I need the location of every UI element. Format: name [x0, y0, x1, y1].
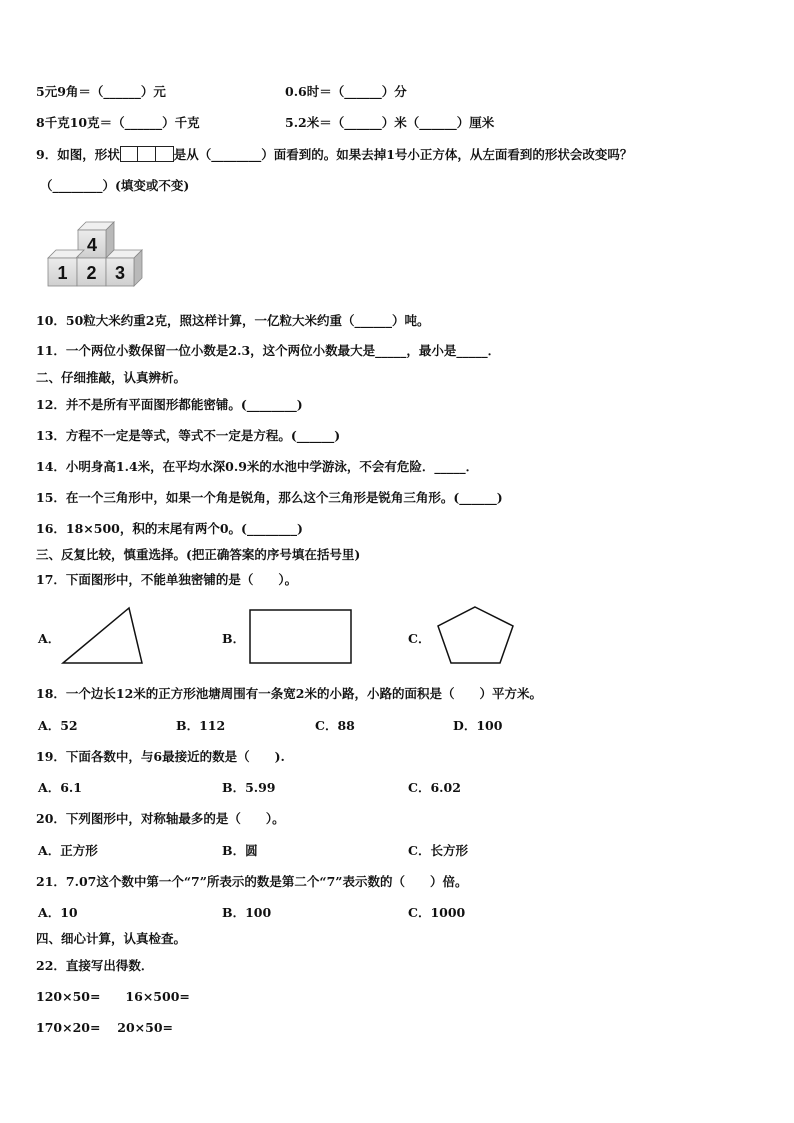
- q8-item-kilograms: 8千克10克＝（______）千克: [36, 115, 200, 130]
- q13: 13．方程不一定是等式，等式不一定是方程。(______): [36, 428, 341, 443]
- cube-3-label: 3: [114, 263, 126, 283]
- q19-option-b: B．5.99: [222, 780, 276, 795]
- pentagon-shape: [434, 604, 518, 666]
- q17-stem: 17．下面图形中，不能单独密铺的是（ ）。: [36, 572, 298, 587]
- q15: 15．在一个三角形中，如果一个角是锐角，那么这个三角形是锐角三角形。(______): [36, 490, 503, 505]
- q19-option-a: A．6.1: [38, 780, 82, 795]
- q11: 11．一个两位小数保留一位小数是2.3，这个两位小数最大是_____，最小是_____．: [36, 343, 501, 358]
- q10: 10．50粒大米约重2克，照这样计算，一亿粒大米约重（______）吨。: [36, 313, 430, 328]
- q21-option-c: C．1000: [408, 905, 466, 920]
- q18-option-c: C．88: [315, 718, 355, 733]
- q22-stem: 22．直接写出得数．: [36, 958, 154, 973]
- q18-stem: 18．一个边长12米的正方形池塘周围有一条宽2米的小路，小路的面积是（ ）平方米。: [36, 686, 542, 701]
- q18-option-b: B．112: [176, 718, 226, 733]
- cube-3: [106, 258, 134, 286]
- q17-option-a: A．: [38, 631, 61, 646]
- cube-4: [78, 222, 114, 258]
- triangle-shape: [60, 604, 144, 666]
- q17-option-b: B．: [222, 631, 246, 646]
- section-4-heading: 四、细心计算，认真检查。: [36, 931, 187, 946]
- q18-option-d: D．100: [453, 718, 503, 733]
- cube-2: [77, 258, 106, 286]
- rectangle-shape: [248, 608, 354, 666]
- q19-option-c: C．6.02: [408, 780, 461, 795]
- cube-1: [48, 258, 77, 286]
- q9-line2: （________）(填变或不变): [40, 178, 190, 193]
- q8-item-meters: 5.2米＝（______）米（______）厘米: [285, 115, 495, 130]
- q22-row-2: 170×20= 20×50=: [36, 1020, 174, 1035]
- cube-1-label: 1: [57, 263, 68, 283]
- cube-figure: [44, 218, 148, 290]
- q12: 12．并不是所有平面图形都能密铺。(________): [36, 397, 303, 412]
- q20-option-c: C．长方形: [408, 843, 468, 858]
- q19-stem: 19．下面各数中，与6最接近的数是（ ).: [36, 749, 285, 764]
- section-3-heading: 三、反复比较，慎重选择。(把正确答案的序号填在括号里): [36, 547, 361, 562]
- q9-line1-post: 是从（________）面看到的。如果去掉1号小正方体，从左面看到的形状会改变吗？: [173, 147, 633, 162]
- q8-item-yuan: 5元9角＝（______）元: [36, 84, 166, 99]
- q21-option-a: A．10: [38, 905, 78, 920]
- q16: 16．18×500，积的末尾有两个0。(________): [36, 521, 303, 536]
- q20-stem: 20．下列图形中，对称轴最多的是（ ）。: [36, 811, 285, 826]
- q21-option-b: B．100: [222, 905, 272, 920]
- q21-stem: 21．7.07这个数中第一个“7”所表示的数是第二个“7”表示数的（ ）倍。: [36, 874, 468, 889]
- cube-2-label: 2: [86, 263, 97, 283]
- q17-option-c: C．: [408, 631, 431, 646]
- q20-option-a: A．正方形: [38, 843, 98, 858]
- q14: 14．小明身高1.4米，在平均水深0.9米的水池中学游泳，不会有危险．_____．: [36, 459, 479, 474]
- q22-row-1: 120×50= 16×500=: [36, 989, 190, 1004]
- q8-item-minutes: 0.6时＝（______）分: [285, 84, 407, 99]
- cube-4-label: 4: [86, 235, 98, 255]
- section-2-heading: 二、仔细推敲，认真辨析。: [36, 370, 187, 385]
- three-squares-shape: [120, 146, 174, 162]
- q9-line1-pre: 9．如图，形状: [36, 147, 120, 162]
- q18-option-a: A．52: [38, 718, 78, 733]
- q20-option-b: B．圆: [222, 843, 258, 858]
- q9-line1: [36, 146, 632, 163]
